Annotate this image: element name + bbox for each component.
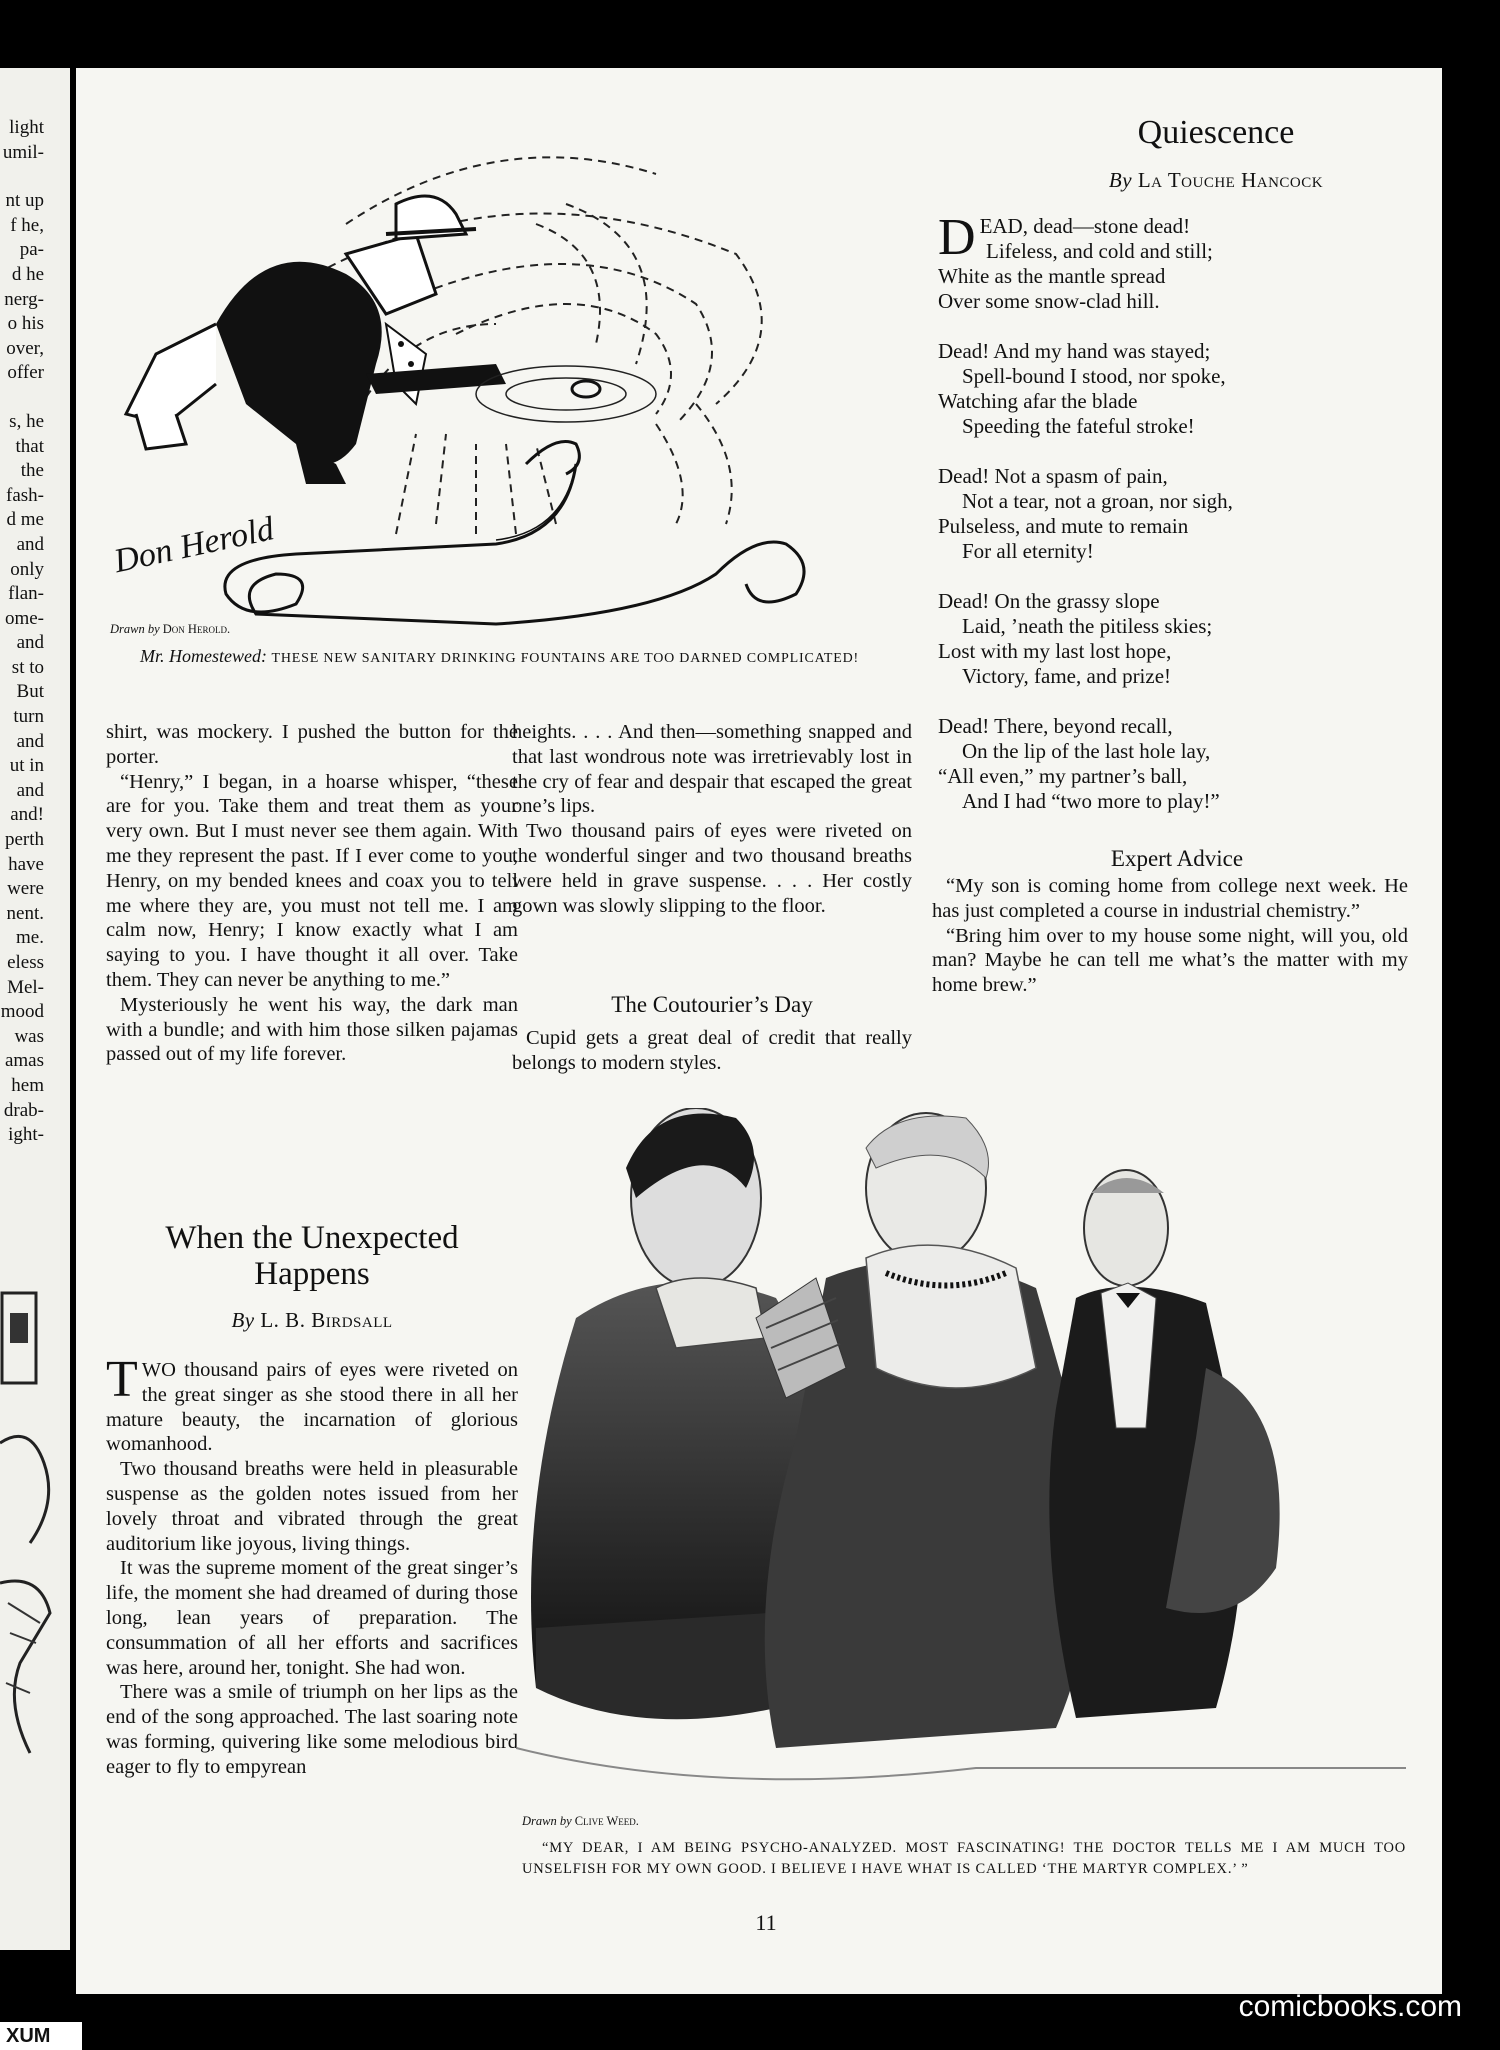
page-number: 11 [755,1910,777,1935]
story-paragraph: Two thousand breaths were held in pleasurable suspense as the golden notes issued from her lovely throat and vibrated through the great auditorium like joyous, living things. [106,1458,518,1555]
quiescence-poem [938,209,1418,839]
poem-line: Dead! Not a spasm of pain, [938,464,1168,488]
previous-page-line: have [8,853,44,875]
poem-line: For all eternity! [962,539,1094,563]
previous-page-line: o his [7,313,44,335]
byline-author: L. B. Birdsall [260,1308,393,1332]
story-paragraph: It was the supreme moment of the great singer’s life, the moment she had dreamed of during those long, lean years of preparation. The consummation of all her efforts and sacrifices was here, around her, tonight. She had won. [106,1557,518,1679]
poem-line: Dead! And my hand was stayed; [938,339,1211,363]
previous-page-line: flan- [8,583,44,605]
unexpected-column-1 [106,1351,518,1780]
previous-page-line: nerg- [4,288,44,310]
poem-line: Pulseless, and mute to remain [938,514,1189,538]
previous-page-line: and [16,779,44,801]
story-paragraph: heights. . . . And then—something snapped and that last wondrous note was irretrievably lost in the cry of fear and despair that escaped the great one’s lips. [512,721,912,818]
psycho-analyzed-cartoon [516,1108,1406,1798]
advice-paragraph: “Bring him over to my house some night, will you, old man? Maybe he can tell me what’s the matter with my home brew.” [932,924,1408,997]
previous-page-line: ight- [8,1124,44,1146]
unexpected-byline [106,1308,518,1333]
quiescence-byline [1006,168,1426,193]
poem-stanza [938,714,1418,814]
first-paragraph: WO thousand pairs of eyes were riveted on the great singer as she stood there in all her mature beauty, the incarnation of glorious womanhood. [106,1359,518,1456]
story-paragraph: Two thousand pairs of eyes were riveted on the wonderful singer and two thousand breaths were held in grave suspense. . . . Her costly gown was slowly slipping to the floor. [512,820,912,917]
previous-page-line: was [14,1025,44,1047]
story-continued-column [106,720,518,1067]
coutourier-column [512,1026,912,1076]
poem-line: Victory, fame, and prize! [962,664,1172,688]
previous-page-line: st to [11,656,44,678]
previous-page-line: and! [10,804,44,826]
previous-page-line: ome- [4,607,44,629]
poem-line: Lifeless, and cold and still; [986,239,1213,263]
previous-page-line: me. [16,927,44,949]
coutourier-text: Cupid gets a great deal of credit that really belongs to modern styles. [512,1027,912,1074]
previous-page-line: d he [11,263,44,285]
story-paragraph: “Henry,” I began, in a hoarse whisper, “these are for you. Take them and treat them as your very own. But I must never see them again. With me they represent the past. If I ever come to you, Henry, on my bended knees and coax you to tell me where they are, you must not tell me. I am calm now, Henry; I know exactly what I am saying to you. I have thought it all over. Take them. They can never be anything to me.” [106,770,518,991]
poem-line: Lost with my last lost hope, [938,639,1172,663]
poem-line: And I had “two more to play!” [962,789,1220,813]
byline-by: By [231,1308,255,1332]
byline-author: La Touche Hancock [1137,168,1324,192]
poem-stanza [938,589,1418,689]
previous-page-line: and [16,533,44,555]
credit-drawn-by: Drawn by [110,622,160,636]
poem-line: Dead! On the grassy slope [938,589,1160,613]
poem-line: Watching afar the blade [938,389,1138,413]
previous-page-line: were [7,878,44,900]
poem-first-line: EAD, dead—stone dead! [979,214,1191,238]
caption-text: THESE NEW SANITARY DRINKING FOUNTAINS ARE TOO DARNED COMPLICATED! [271,651,860,666]
previous-page-line: s, he [9,410,44,432]
watermark-text: comicbooks.com [1238,1990,1462,2023]
poem-line: White as the mantle spread [938,264,1166,288]
poem-line: On the lip of the last hole lay, [962,739,1211,763]
poem-line: Spell-bound I stood, nor spoke, [962,364,1226,388]
previous-page-line: f he, [10,214,44,236]
story-paragraph: There was a smile of triumph on her lips as the end of the song approached. The last soaring note was forming, quivering like some melodious bird eager to fly to empyrean [106,1681,518,1778]
poem-line: Laid, ’neath the pitiless skies; [962,614,1213,638]
previous-page-line: fash- [6,484,44,506]
line-gap [0,165,70,189]
drop-cap: D [938,209,976,266]
previous-page-line: umil- [2,141,44,163]
previous-page-line: eless [7,952,44,973]
previous-page-line: ut in [9,755,44,777]
previous-page-strip [0,68,70,1950]
poem-line: Dead! There, beyond recall, [938,714,1173,738]
unexpected-column-2 [512,720,912,918]
poem-line: “All even,” my partner’s ball, [938,764,1188,788]
corner-label: XUM [0,2022,82,2050]
previous-page-line: that [15,435,44,457]
previous-page-line: drab- [3,1099,44,1121]
poem-stanza [938,339,1418,439]
quiescence-title: Quiescence [1137,114,1295,151]
story-paragraph: Mysteriously he went his way, the dark man with a bundle; and with him those silken pajamas passed out of my life forever. [106,993,518,1066]
poem-stanza [938,209,1418,314]
magazine-page [76,68,1442,1994]
previous-page-line: Mel- [7,976,44,998]
credit-artist: Don Herold. [162,622,231,636]
cartoon-signature: Don Herold [110,510,278,581]
previous-page-line: pa- [19,239,44,261]
previous-page-line: But [16,681,44,703]
cartoon2-credit [522,1814,639,1829]
expert-advice-column [932,874,1408,998]
poem-line: Speeding the fateful stroke! [962,414,1195,438]
drinking-fountain-cartoon [96,104,956,644]
previous-page-line: perth [4,829,44,851]
cartoon1-credit [110,622,230,637]
previous-page-line: only [10,558,44,580]
cartoon2-caption: “MY DEAR, I AM BEING PSYCHO-ANALYZED. MOST FASCINATING! THE DOCTOR TELLS ME I AM MUCH TOO UNSELFISH FOR MY OWN GOOD. I BELIEVE I HAVE WHAT IS CALLED ‘THE MARTYR COMPLEX.’ ” [522,1840,1406,1877]
previous-page-line: nt up [5,190,44,212]
previous-page-line: the [20,460,44,482]
previous-page-line: over, [6,337,44,359]
cartoon1-caption [110,646,996,669]
credit-drawn-by: Drawn by [522,1814,572,1828]
expert-advice-title: Expert Advice [1110,846,1244,871]
previous-page-line: and [16,632,44,654]
advice-paragraph: “My son is coming home from college next week. He has just completed a course in industrial chemistry.” [932,875,1408,922]
drop-cap: T [106,1351,138,1408]
previous-page-line: mood [0,1001,44,1023]
previous-page-line: turn [13,706,44,728]
previous-page-line: amas [4,1050,44,1072]
previous-page-illustration [0,1283,62,1763]
byline-by: By [1108,168,1133,192]
poem-line: Over some snow-clad hill. [938,289,1160,313]
caption-speaker: Mr. Homestewed: [140,646,267,666]
previous-page-line: nent. [6,902,44,924]
line-gap [0,386,70,410]
previous-page-line: hem [11,1074,44,1096]
poem-line: Not a tear, not a groan, nor sigh, [962,489,1233,513]
previous-page-text [0,116,70,1148]
previous-page-line: and [16,730,44,752]
unexpected-title: When the Unexpected Happens [165,1220,459,1292]
previous-page-line: d me [6,509,44,531]
story-paragraph: shirt, was mockery. I pushed the button for the porter. [106,721,518,768]
coutourier-title: The Coutourier’s Day [611,992,813,1017]
previous-page-line: light [9,117,44,138]
credit-artist: Clive Weed. [574,1814,639,1828]
previous-page-line: offer [7,362,44,384]
poem-stanza [938,464,1418,564]
